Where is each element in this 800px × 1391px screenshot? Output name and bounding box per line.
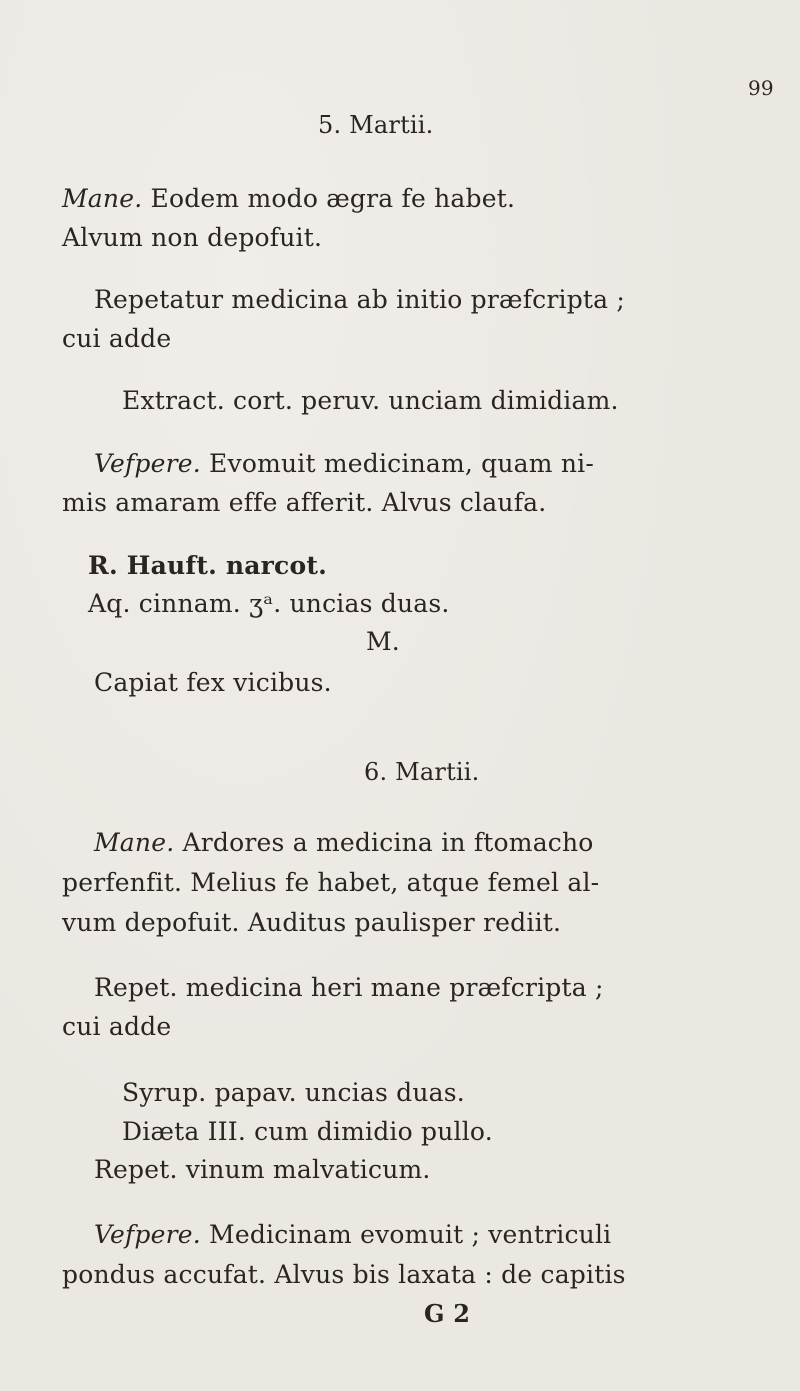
time-of-day-label: Mane.: [94, 828, 175, 857]
time-of-day-label: Vefpere.: [94, 449, 201, 478]
prescription-line: Syrup. papav. uncias duas.: [122, 1078, 465, 1107]
time-of-day-label: Mane.: [62, 184, 143, 213]
time-of-day-label: Vefpere.: [94, 1220, 201, 1249]
text-line: pondus accufat. Alvus bis laxata : de capitis: [62, 1260, 626, 1289]
line-text: Eodem modo ægra fe habet.: [142, 184, 516, 213]
text-line: Repet. medicina heri mane præfcripta ;: [94, 973, 604, 1002]
text-line: cui adde: [62, 1012, 172, 1041]
text-line: Alvum non depofuit.: [62, 223, 323, 252]
prescription-line: M.: [366, 627, 400, 656]
text-line: mis amaram effe afferit. Alvus claufa.: [62, 488, 547, 517]
prescription-line: R. Hauft. narcot.: [88, 551, 327, 580]
text-line: Capiat fex vicibus.: [94, 668, 332, 697]
text-line: perfenfit. Melius fe habet, atque femel al-: [62, 868, 600, 897]
text-line: cui adde: [62, 324, 172, 353]
page-number: 99: [748, 76, 774, 100]
text-line: [94, 830, 594, 855]
text-line: Repetatur medicina ab initio præfcripta ;: [94, 285, 626, 314]
text-line: vum depofuit. Auditus paulisper rediit.: [62, 908, 562, 937]
prescription-line: Aq. cinnam. ʒᵃ. uncias duas.: [88, 589, 450, 618]
line-text: Evomuit medicinam, quam ni-: [200, 449, 594, 478]
text-line: [94, 1222, 611, 1247]
entry-date: 5. Martii.: [318, 111, 434, 139]
text-line: [94, 451, 594, 476]
line-text: Ardores a medicina in ftomacho: [174, 828, 594, 857]
prescription-line: Extract. cort. peruv. unciam dimidiam.: [122, 386, 619, 415]
prescription-line: Diæta III. cum dimidio pullo.: [122, 1117, 493, 1146]
prescription-line: Repet. vinum malvaticum.: [94, 1155, 431, 1184]
line-text: Medicinam evomuit ; ventriculi: [200, 1220, 612, 1249]
signature-mark: G 2: [424, 1299, 471, 1328]
text-line: [62, 186, 515, 211]
entry-date: 6. Martii.: [364, 758, 480, 786]
